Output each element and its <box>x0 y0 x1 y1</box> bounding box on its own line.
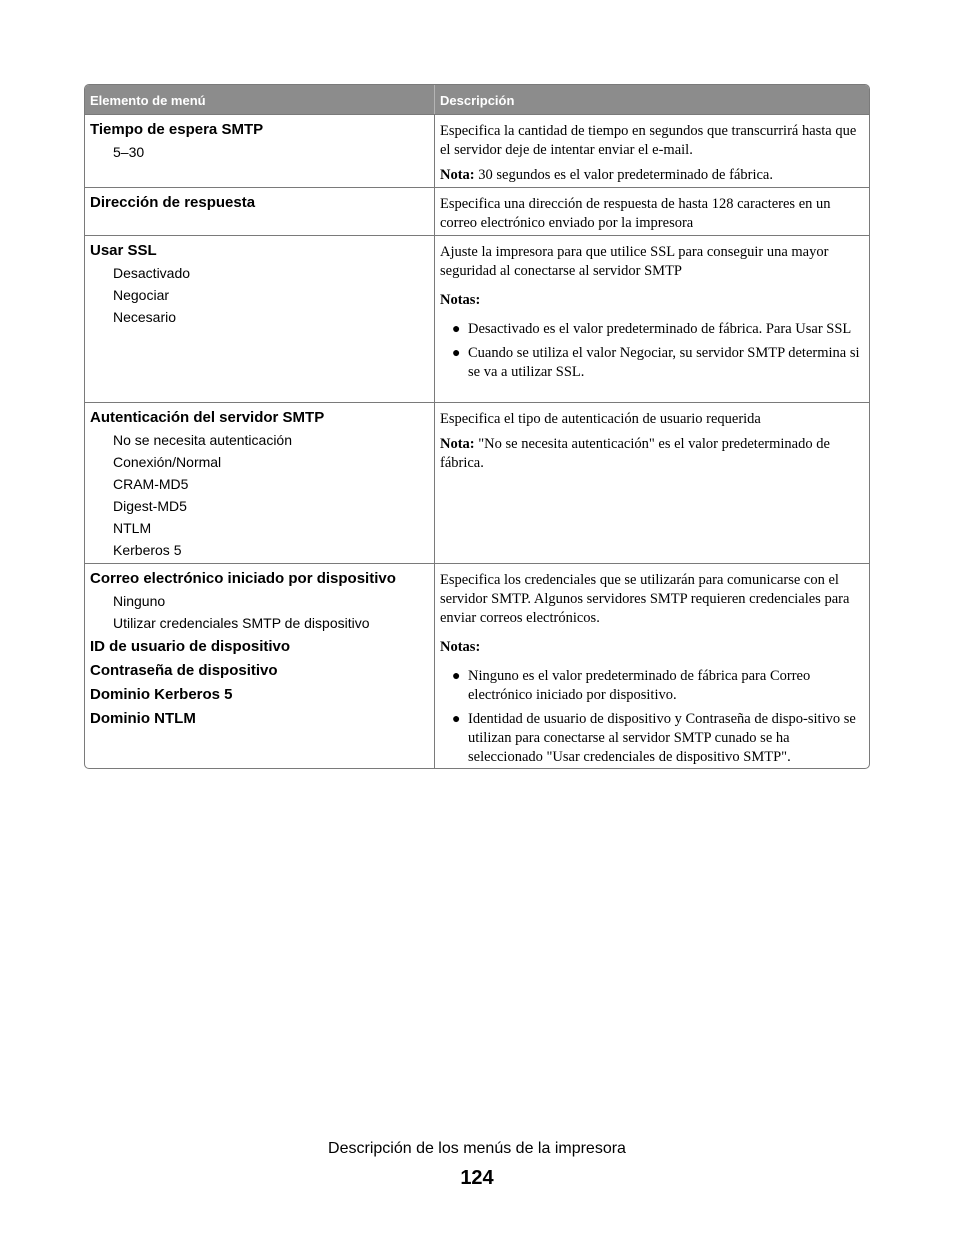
menu-item-title: Autenticación del servidor SMTP <box>90 409 325 426</box>
list-item: ● Ninguno es el valor predeterminado de fábrica para Correo electrónico iniciado por dispositivo. <box>452 668 811 703</box>
menu-option: Kerberos 5 <box>113 542 182 558</box>
menu-item-title: Dominio Kerberos 5 <box>90 686 233 703</box>
description-text: Especifica una dirección de respuesta de hasta 128 caracteres en un correo electrónico enviado por la impresora <box>440 196 831 231</box>
nota-text: "No se necesita autenticación" es el valor predeterminado de fábrica. <box>440 436 830 471</box>
list-item: ● Cuando se utiliza el valor Negociar, su servidor SMTP determina si se va a utilizar SSL. <box>452 345 860 380</box>
menu-item-title: ID de usuario de dispositivo <box>90 638 291 655</box>
menu-item-title: Usar SSL <box>90 242 157 259</box>
menu-option: Utilizar credenciales SMTP de dispositivo <box>113 615 370 631</box>
description-text: Ajuste la impresora para que utilice SSL para conseguir una mayor seguridad al conectarse al servidor SMTP <box>440 244 829 279</box>
menu-item-title: Correo electrónico iniciado por dispositivo <box>90 570 396 587</box>
table-row <box>85 563 869 768</box>
list-item: ● Desactivado es el valor predeterminado de fábrica. Para Usar SSL <box>452 321 852 337</box>
menu-option: Ninguno <box>113 593 166 609</box>
bullet-icon: ● <box>452 712 461 727</box>
table-row <box>85 187 869 235</box>
menu-option: Digest-MD5 <box>113 498 187 514</box>
list-item: ● Identidad de usuario de dispositivo y Contraseña de dispo-sitivo se utilizan para conectarse al servidor SMTP cunado se ha seleccionado "Usar credenciales de dispositivo SMTP". <box>452 711 856 765</box>
nota-text: 30 segundos es el valor predeterminado de fábrica. <box>474 167 773 183</box>
menu-option: Negociar <box>113 287 170 303</box>
menu-option: Necesario <box>113 309 177 325</box>
notes-label: Notas: <box>440 639 481 655</box>
menu-table <box>84 84 870 769</box>
menu-item-title: Contraseña de dispositivo <box>90 662 278 679</box>
nota-label: Nota: <box>440 167 475 183</box>
header-menu-item: Elemento de menú <box>85 85 435 114</box>
table-row <box>85 114 869 187</box>
page-number: 124 <box>460 1167 494 1189</box>
menu-option: NTLM <box>113 520 152 536</box>
notes-list <box>440 667 865 767</box>
description-text: Especifica los credenciales que se utilizarán para comunicarse con el servidor SMTP. Algunos servidores SMTP requieren credenciales para enviar correos electrónicos. <box>440 572 850 626</box>
menu-option: Desactivado <box>113 265 191 281</box>
header-description: Descripción <box>440 93 515 108</box>
menu-option: CRAM-MD5 <box>113 476 189 492</box>
bullet-icon: ● <box>452 322 461 337</box>
description-text: Especifica el tipo de autenticación de usuario requerida <box>440 411 761 427</box>
footer-section-title: Descripción de los menús de la impresora <box>328 1140 626 1157</box>
bullet-icon: ● <box>452 346 461 361</box>
nota-label: Nota: <box>440 436 475 452</box>
menu-item-title: Tiempo de espera SMTP <box>90 121 264 138</box>
menu-item-title: Dirección de respuesta <box>90 194 256 211</box>
menu-item-title: Dominio NTLM <box>90 710 196 727</box>
menu-option: No se necesita autenticación <box>113 432 292 448</box>
table-row <box>85 235 869 402</box>
nota <box>440 166 865 185</box>
description-text: Especifica la cantidad de tiempo en segundos que transcurrirá hasta que el servidor deje de intentar enviar el e-mail. <box>440 123 857 158</box>
table-row <box>85 402 869 563</box>
notes-label: Notas: <box>440 292 481 308</box>
table-header <box>85 85 869 114</box>
menu-option: 5–30 <box>113 144 145 160</box>
menu-option: Conexión/Normal <box>113 454 222 470</box>
notes-list <box>440 320 865 382</box>
nota <box>440 435 865 473</box>
bullet-icon: ● <box>452 669 461 684</box>
